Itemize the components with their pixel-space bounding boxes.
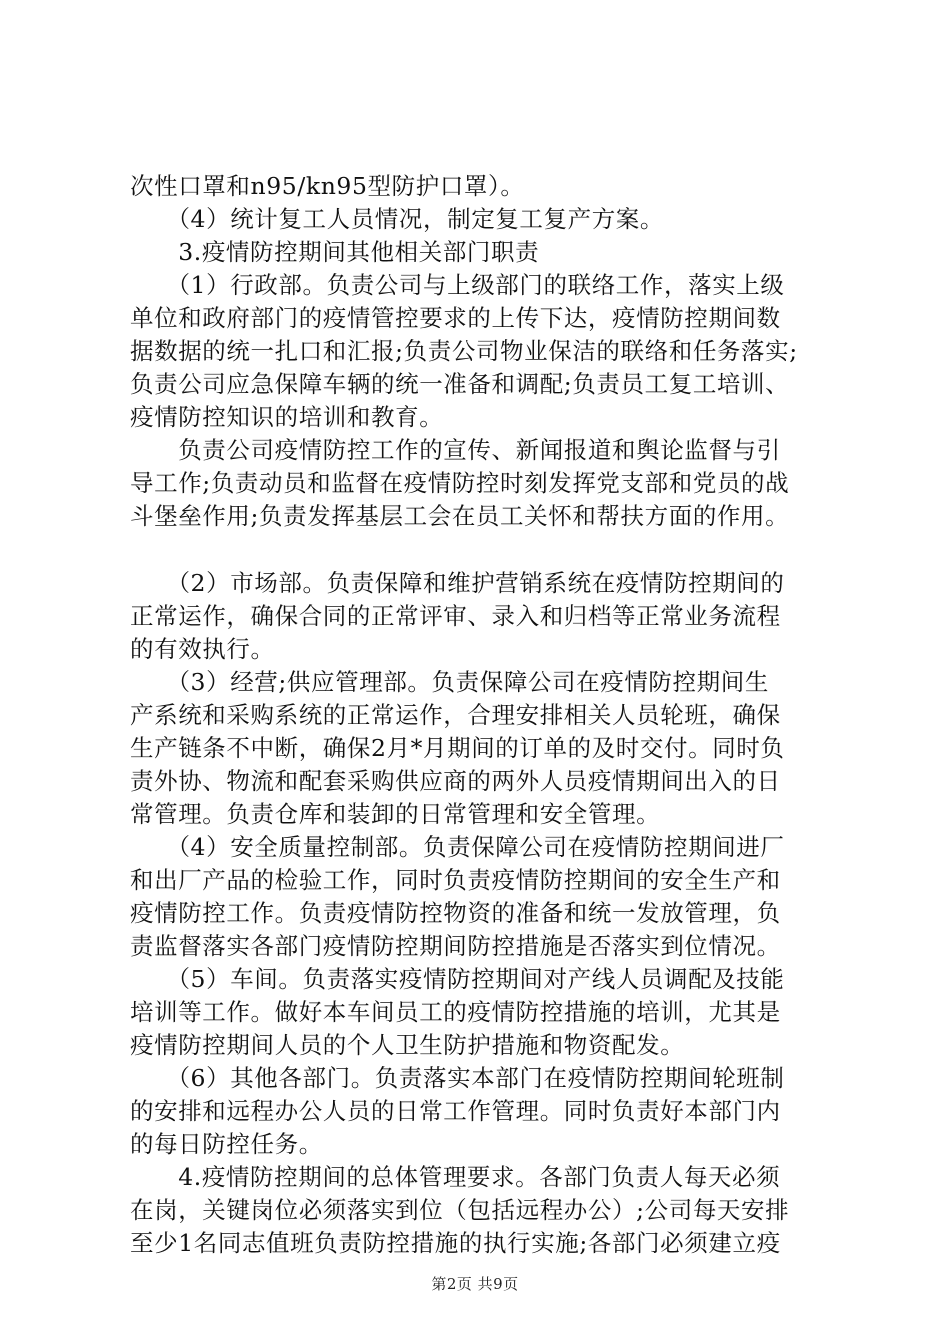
text-line: （6）其他各部门。负责落实本部门在疫情防控期间轮班制	[130, 1064, 785, 1092]
text-line: 单位和政府部门的疫情管控要求的上传下达，疫情防控期间数	[130, 304, 781, 332]
page-footer: 第2页 共9页	[431, 1275, 519, 1293]
text-line: （3）经营;供应管理部。负责保障公司在疫情防控期间生	[130, 668, 769, 696]
text-line: 负责公司应急保障车辆的统一准备和调配;负责员工复工培训、	[130, 370, 790, 398]
text-line: （5）车间。负责落实疫情防控期间对产线人员调配及技能	[130, 965, 785, 993]
text-line: 斗堡垒作用;负责发挥基层工会在员工关怀和帮扶方面的作用。	[130, 502, 790, 530]
text-line: 责外协、物流和配套采购供应商的两外人员疫情期间出入的日	[130, 767, 781, 795]
text-line: 次性口罩和n95/kn95型防护口罩）。	[130, 172, 525, 200]
text-line: 4.疫情防控期间的总体管理要求。各部门负责人每天必须	[130, 1163, 781, 1191]
text-line: 生产链条不中断，确保2月*月期间的订单的及时交付。同时负	[130, 734, 785, 762]
text-line: 至少1名同志值班负责防控措施的执行实施;各部门必须建立疫	[130, 1229, 781, 1257]
text-line: 导工作;负责动员和监督在疫情防控时刻发挥党支部和党员的战	[130, 469, 790, 497]
text-line: 3.疫情防控期间其他相关部门职责	[130, 238, 540, 266]
text-line: 据数据的统一扎口和汇报;负责公司物业保洁的联络和任务落实;	[130, 337, 798, 365]
text-line: 的每日防控任务。	[130, 1130, 323, 1158]
text-line: 正常运作，确保合同的正常评审、录入和归档等正常业务流程	[130, 602, 781, 630]
text-line: 的有效执行。	[130, 635, 275, 663]
text-line: 常管理。负责仓库和装卸的日常管理和安全管理。	[130, 800, 661, 828]
text-line: （1）行政部。负责公司与上级部门的联络工作，落实上级	[130, 271, 785, 299]
text-line: 疫情防控知识的培训和教育。	[130, 403, 444, 431]
text-line: 疫情防控期间人员的个人卫生防护措施和物资配发。	[130, 1031, 685, 1059]
text-line: 的安排和远程办公人员的日常工作管理。同时负责好本部门内	[130, 1097, 781, 1125]
text-line: 责监督落实各部门疫情防控期间防控措施是否落实到位情况。	[130, 932, 781, 960]
text-line: （4）安全质量控制部。负责保障公司在疫情防控期间进厂	[130, 833, 785, 861]
text-line: 在岗，关键岗位必须落实到位（包括远程办公）;公司每天安排	[130, 1196, 790, 1224]
text-line: 疫情防控工作。负责疫情防控物资的准备和统一发放管理，负	[130, 899, 781, 927]
text-line: 培训等工作。做好本车间员工的疫情防控措施的培训，尤其是	[130, 998, 781, 1026]
text-line: （2）市场部。负责保障和维护营销系统在疫情防控期间的	[130, 569, 785, 597]
text-line: 和出厂产品的检验工作，同时负责疫情防控期间的安全生产和	[130, 866, 781, 894]
text-line: 负责公司疫情防控工作的宣传、新闻报道和舆论监督与引	[130, 436, 781, 464]
document-body	[130, 170, 830, 1260]
text-line: 产系统和采购系统的正常运作，合理安排相关人员轮班，确保	[130, 701, 781, 729]
paragraph-gap	[130, 533, 830, 567]
text-line: （4）统计复工人员情况，制定复工复产方案。	[130, 205, 665, 233]
